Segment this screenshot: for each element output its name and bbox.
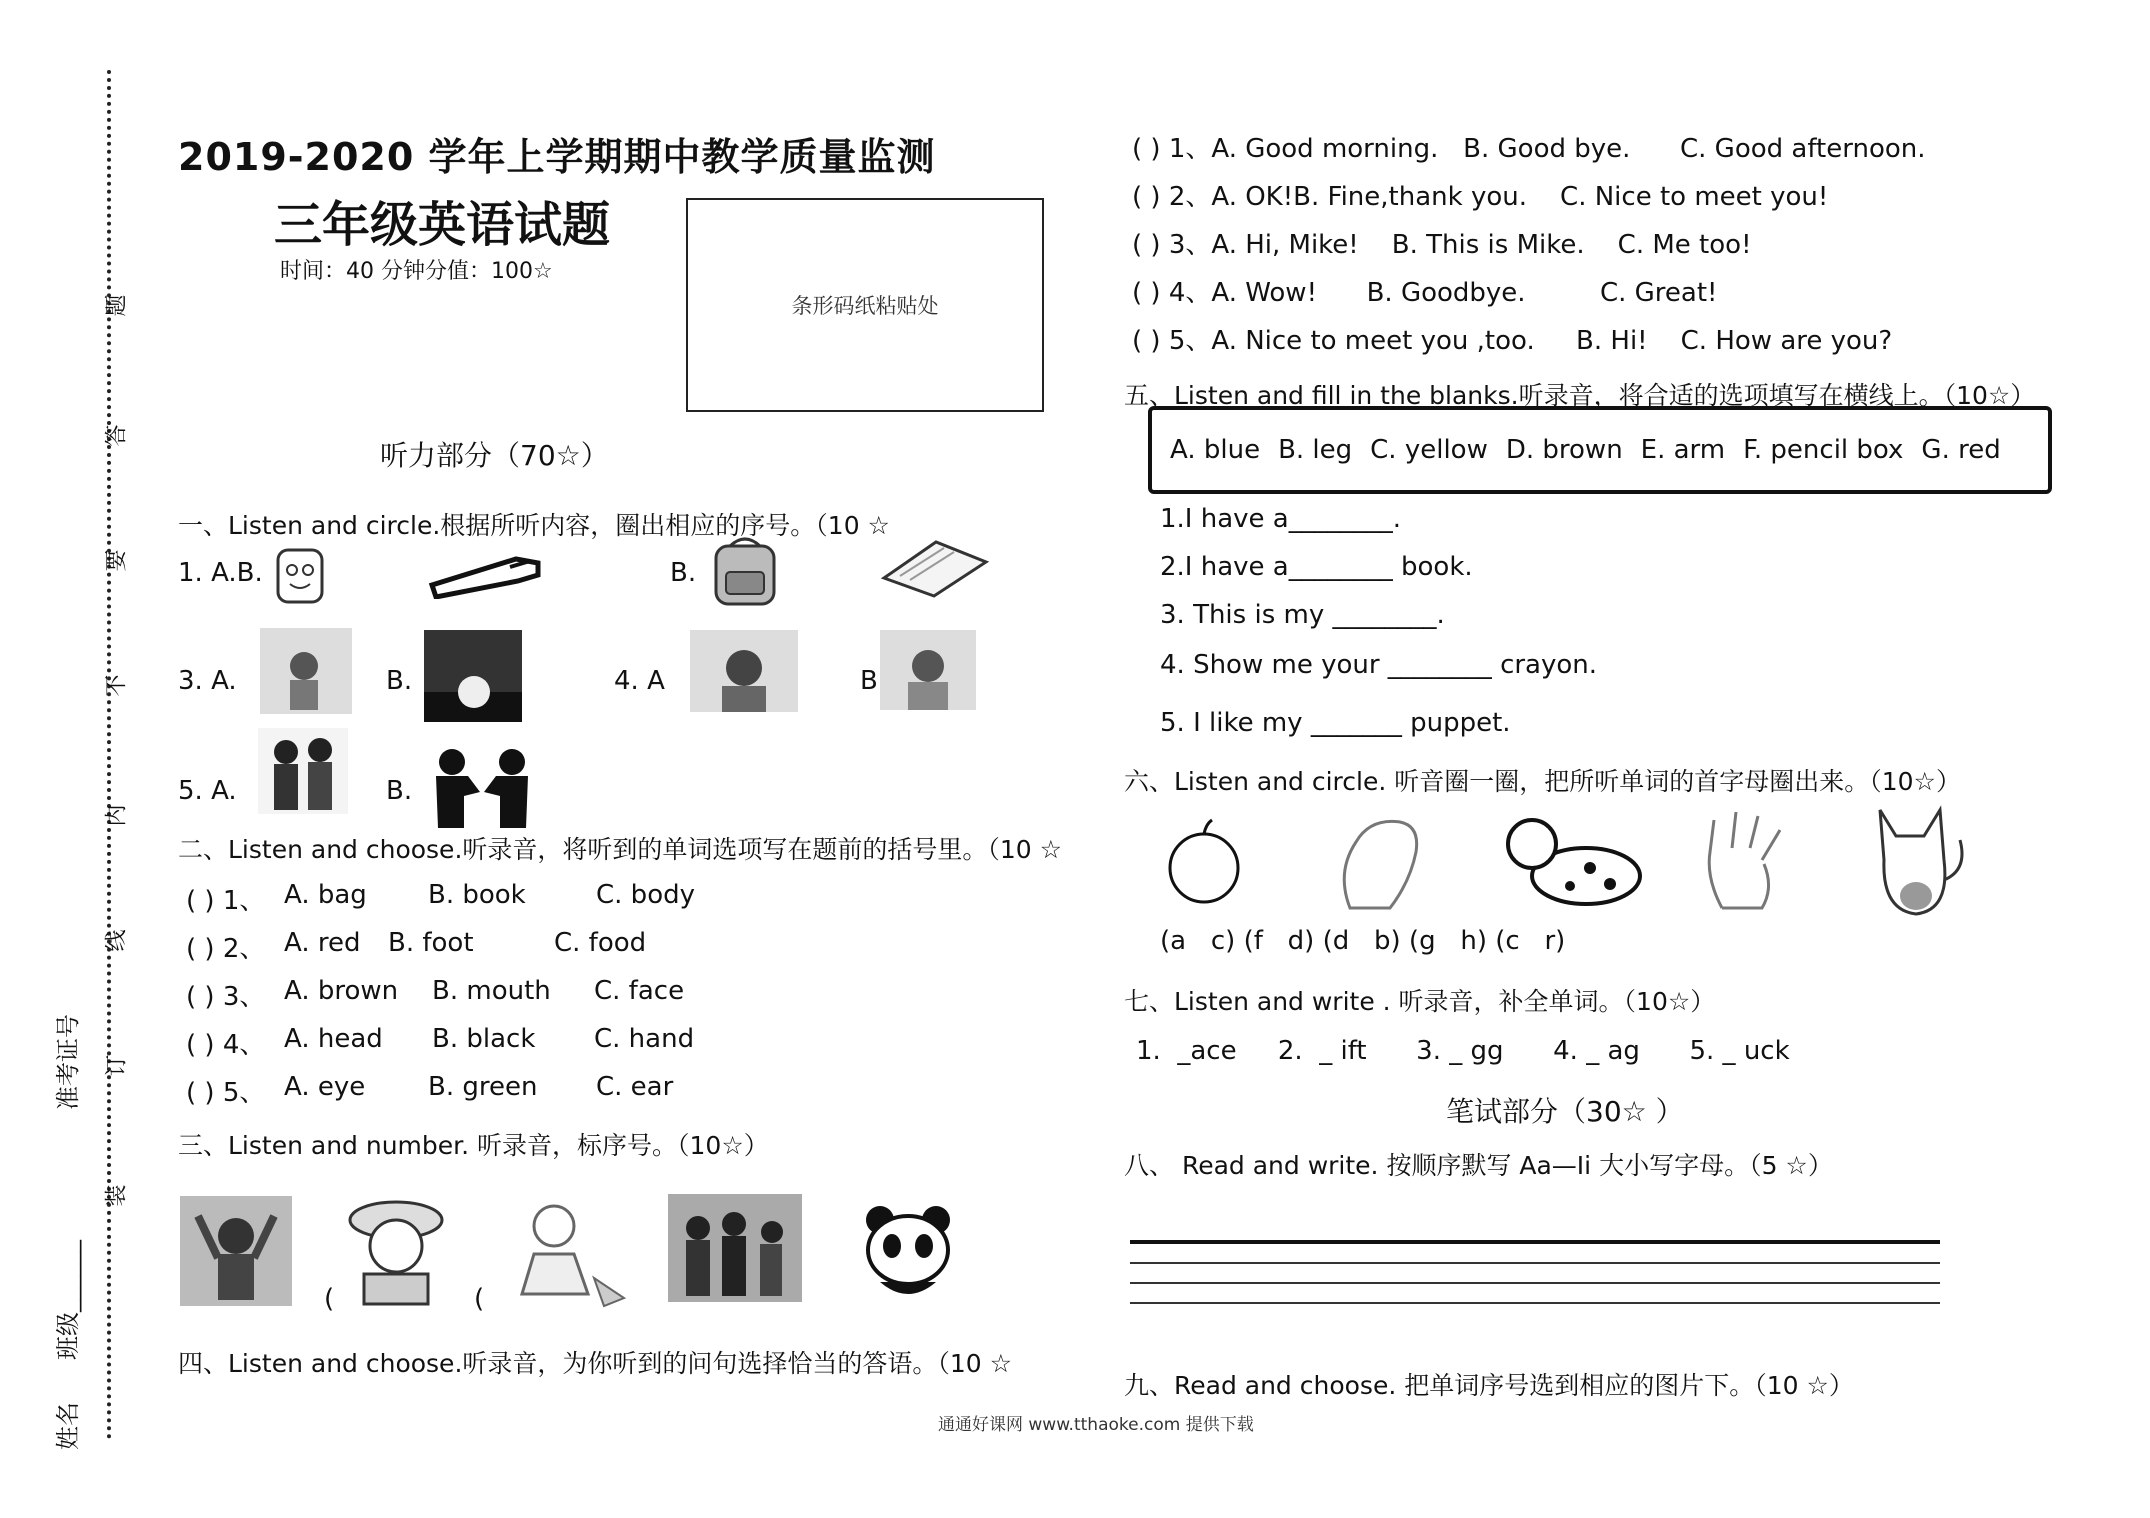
- s5-item: 5. I like my _______ puppet.: [1160, 708, 1511, 738]
- people-greeting-picture: [258, 728, 348, 814]
- footer-watermark: 通通好课网 www.tthaoke.com 提供下载: [938, 1415, 1254, 1435]
- family-photo-picture: [668, 1194, 802, 1302]
- margin-char: 要: [104, 549, 130, 572]
- s2-heading: 二、Listen and choose.听录音，将听到的单词选项写在题前的括号里。（10 ☆: [178, 835, 1063, 864]
- s2-option-a: A. head: [284, 1024, 383, 1054]
- s5-item: 3. This is my ________.: [1160, 600, 1445, 630]
- cat-picture: [1860, 800, 1972, 920]
- word-option: G. red: [1921, 435, 2001, 465]
- s1-q1-label: 1. A.B.: [178, 558, 263, 588]
- s1-q4-b-label: B: [860, 666, 878, 696]
- girl-dancing-picture: [484, 1198, 634, 1310]
- s2-option-c: C. hand: [594, 1024, 695, 1054]
- margin-char: 答: [104, 424, 130, 447]
- writing-line: [1130, 1262, 1940, 1264]
- pencil-case-picture: [268, 538, 332, 608]
- written-section-title: 笔试部分（30☆ ）: [1446, 1095, 1684, 1128]
- foot-picture: [1330, 812, 1424, 916]
- s1-q5-b-label: B.: [386, 776, 413, 806]
- word-option: A. blue: [1170, 435, 1261, 465]
- backpack-picture: [708, 532, 782, 608]
- s4-q3: ( ) 3、A. Hi, Mike! B. This is Mike. C. Me too!: [1132, 230, 1752, 260]
- s4-q2: ( ) 2、A. OK!B. Fine,thank you. C. Nice to meet you!: [1132, 182, 1829, 212]
- s4-q4: ( ) 4、A. Wow! B. Goodbye. C. Great!: [1132, 278, 1718, 308]
- s8-heading: 八、 Read and write. 按顺序默写 Aa—Ii 大小写字母。（5 ☆）: [1124, 1151, 1833, 1180]
- s2-option-a: A. eye: [284, 1072, 366, 1102]
- s4-q5: ( ) 5、A. Nice to meet you ,too. B. Hi! C. How are you?: [1132, 326, 1893, 356]
- s2-option-a: A. red: [284, 928, 361, 958]
- class-label: 班级______: [54, 1240, 82, 1360]
- s4-heading: 四、Listen and choose.听录音，为你听到的问句选择恰当的答语。（10 ☆: [178, 1349, 1013, 1378]
- s2-option-c: C. ear: [596, 1072, 674, 1102]
- s2-option-b: B. foot: [388, 928, 474, 958]
- s1-q5-label: 5. A.: [178, 776, 237, 806]
- writing-line: [1130, 1302, 1940, 1304]
- s7-items: 1. _ace 2. _ ift 3. _ gg 4. _ ag 5. _ uck: [1136, 1036, 1790, 1066]
- s2-option-a: A. brown: [284, 976, 399, 1006]
- girl-waving-picture: [260, 628, 352, 714]
- panda-picture: [850, 1198, 966, 1306]
- s6-letter-choices: (a c) (f d) (d b) (g h) (c r): [1160, 926, 1566, 956]
- s2-q-number: ( ) 3、: [186, 982, 266, 1012]
- margin-char: 内: [104, 804, 130, 827]
- book-picture: [880, 536, 990, 600]
- s1-heading: 一、Listen and circle.根据所听内容，圈出相应的序号。（10 ☆: [178, 511, 890, 540]
- margin-char: 线: [104, 929, 130, 952]
- s2-q-number: ( ) 2、: [186, 934, 266, 964]
- s5-heading: 五、Listen and fill in the blanks.听录音，将合适的选项填写在横线上。（10☆）: [1124, 381, 2036, 410]
- word-option: E. arm: [1640, 435, 1726, 465]
- s2-option-c: C. food: [554, 928, 647, 958]
- barcode-box: [686, 198, 1044, 412]
- s5-word-bank: [1148, 406, 2052, 494]
- s4-q1: ( ) 1、A. Good morning. B. Good bye. C. Good afternoon.: [1132, 134, 1926, 164]
- word-option: D. brown: [1505, 435, 1623, 465]
- s9-heading: 九、Read and choose. 把单词序号选到相应的图片下。（10 ☆）: [1124, 1371, 1854, 1400]
- s2-q-number: ( ) 1、: [186, 886, 266, 916]
- writing-line: [1130, 1240, 1940, 1244]
- s2-option-a: A. bag: [284, 880, 367, 910]
- girl-arms-up-picture: [180, 1196, 292, 1306]
- s2-q-number: ( ) 4、: [186, 1030, 266, 1060]
- word-option: F. pencil box: [1743, 435, 1904, 465]
- apple-picture: [1160, 818, 1250, 906]
- s2-option-b: B. black: [432, 1024, 536, 1054]
- s1-q3-b-label: B.: [386, 666, 413, 696]
- s2-option-b: B. book: [428, 880, 526, 910]
- s3-paren: (: [324, 1284, 335, 1314]
- s2-option-b: B. green: [428, 1072, 538, 1102]
- writing-line: [1130, 1282, 1940, 1284]
- s5-item: 2.I have a________ book.: [1160, 552, 1473, 582]
- binding-dotted-line: [107, 70, 111, 1440]
- name-label: 姓名: [54, 1402, 82, 1450]
- pen-picture: [426, 545, 546, 599]
- dog-picture: [1490, 814, 1656, 912]
- time-score: 时间：40 分钟分值：100☆: [280, 259, 553, 284]
- margin-char: 装: [104, 1184, 130, 1207]
- s3-heading: 三、Listen and number. 听录音，标序号。（10☆）: [178, 1131, 769, 1160]
- s7-heading: 七、Listen and write . 听录音，补全单词。（10☆）: [1124, 987, 1716, 1016]
- boy-with-accordion-picture: [332, 1190, 458, 1310]
- s2-option-c: C. body: [596, 880, 695, 910]
- exam-title: 2019-2020 学年上学期期中教学质量监测: [178, 135, 936, 179]
- s2-q-number: ( ) 5、: [186, 1078, 266, 1108]
- word-option: B. leg: [1278, 435, 1353, 465]
- handshake-silhouette-picture: [424, 744, 540, 828]
- s6-heading: 六、Listen and circle. 听音圈一圈，把所听单词的首字母圈出来。（10☆）: [1124, 767, 1961, 796]
- s3-paren: (: [474, 1284, 485, 1314]
- exam-number-label: 准考证号: [54, 1014, 82, 1110]
- boy-portrait-picture: [690, 630, 798, 712]
- s2-option-c: C. face: [594, 976, 685, 1006]
- s5-item: 1.I have a________.: [1160, 504, 1401, 534]
- margin-char: 题: [104, 294, 130, 317]
- barcode-label: 条形码纸粘贴处: [791, 294, 939, 318]
- listening-section-title: 听力部分（70☆）: [380, 439, 609, 472]
- s2-option-b: B. mouth: [432, 976, 551, 1006]
- margin-char: 不: [104, 674, 130, 697]
- s1-q3-label: 3. A.: [178, 666, 237, 696]
- sunset-picture: [424, 630, 522, 722]
- hand-picture: [1692, 808, 1792, 914]
- s1-q4-label: 4. A: [614, 666, 665, 696]
- exam-subtitle: 三年级英语试题: [274, 197, 611, 253]
- s1-q2-b-label: B.: [670, 558, 697, 588]
- girl-portrait-picture: [880, 630, 976, 710]
- s5-item: 4. Show me your ________ crayon.: [1160, 650, 1598, 680]
- word-option: C. yellow: [1370, 435, 1488, 465]
- margin-char: 订: [104, 1054, 130, 1077]
